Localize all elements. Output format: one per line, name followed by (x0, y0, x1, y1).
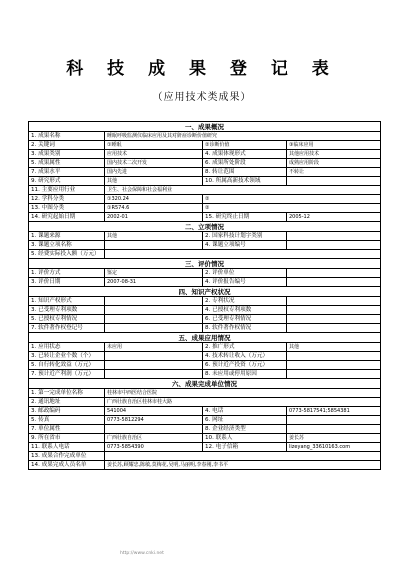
field-label: 3. 评价日期 (29, 278, 105, 287)
field-value (105, 241, 203, 250)
section-header: 四、知识产权状况 (29, 287, 381, 297)
field-value: ②诊断价值 (203, 141, 287, 150)
field-value: 卫生、社会保障和社会福利业 (105, 186, 381, 195)
field-label: 10. 所属高新技术领域 (203, 177, 287, 186)
field-value: 应用技术 (105, 150, 203, 159)
field-value: ③临床应用 (287, 141, 381, 150)
field-label: 3. 邮政编码 (29, 407, 105, 416)
section-header: 二、立项情况 (29, 222, 381, 232)
field-value: ①320.24 (105, 195, 203, 204)
field-value: 姜长苏 (287, 434, 381, 443)
field-value (105, 250, 381, 259)
field-value: 2002-01 (105, 213, 203, 222)
field-label: 8. 未应用或停用原因 (203, 370, 287, 379)
field-label: 3. 成果类别 (29, 150, 105, 159)
field-label: 6. 预计近产投资（万元） (203, 361, 287, 370)
field-value (287, 324, 381, 333)
registration-table (28, 121, 381, 470)
field-label: 4. 已授权专利项数 (203, 306, 287, 315)
field-label: 13. 成果合作完成单位 (29, 452, 105, 461)
field-value (287, 297, 381, 306)
field-label: 7. 软件著作权登记号 (29, 324, 105, 333)
field-value (105, 297, 203, 306)
field-label: 1. 评价方式 (29, 269, 105, 278)
section-header: 一、成果概况 (29, 122, 381, 132)
field-value: 未应用 (105, 343, 203, 352)
field-value (105, 370, 203, 379)
field-label: 6. 成果所处阶段 (203, 159, 287, 168)
field-value: 国内技术二次开发 (105, 159, 203, 168)
page-title: 科 技 成 果 登 记 表 (66, 59, 338, 79)
field-label: 5. 传真 (29, 416, 105, 425)
field-value (287, 315, 381, 324)
field-value (105, 452, 381, 461)
field-label: 8. 企业经济类型 (203, 425, 287, 434)
section-header: 五、成果应用情况 (29, 333, 381, 343)
field-label: 4. 成果体现形式 (203, 150, 287, 159)
field-value (105, 361, 203, 370)
field-value: 其他 (105, 177, 203, 186)
field-value: 国内先进 (105, 168, 203, 177)
field-label: 5. 经费实际投入额（万元） (29, 250, 105, 259)
field-value: 姜长苏,顾耀忠,陈敏,莫梅花,吴明,马丽明,李春刚,李书平 (105, 461, 381, 470)
field-value: ①R574.6 (105, 204, 203, 213)
field-label: 1. 成果名称 (29, 132, 105, 141)
field-value (287, 425, 381, 434)
field-label: 1. 课题来源 (29, 232, 105, 241)
field-label: 3. 已转让企业个数（个） (29, 352, 105, 361)
field-value: 其他 (287, 343, 381, 352)
field-label: 3. 已受理专利项数 (29, 306, 105, 315)
field-value: ② (203, 195, 381, 204)
field-value: ② (203, 204, 381, 213)
field-value: 0773-5812294 (105, 416, 203, 425)
page-subtitle: （应用技术类成果） (152, 92, 252, 103)
field-label: 3. 课题立项名称 (29, 241, 105, 250)
field-label: 7. 单位属性 (29, 425, 105, 434)
field-value (287, 370, 381, 379)
field-value: 广西壮族自治区桂林市桂大路 (105, 398, 381, 407)
field-label: 9. 所在省市 (29, 434, 105, 443)
field-label: 4. 技术转让收入（万元） (203, 352, 287, 361)
field-value (287, 306, 381, 315)
field-value: 541004 (105, 407, 203, 416)
field-value (287, 352, 381, 361)
field-label: 6. 网址 (203, 416, 287, 425)
field-value: 桂林市中西医结合医院 (105, 389, 381, 398)
field-label: 5. 成果属性 (29, 159, 105, 168)
field-value (287, 177, 381, 186)
field-label: 7. 成果水平 (29, 168, 105, 177)
field-label: 4. 课题立项编号 (203, 241, 287, 250)
field-label: 1. 第一完成单位名称 (29, 389, 105, 398)
field-label: 6. 已受理专利情况 (203, 315, 287, 324)
field-label: 15. 研究终止日期 (203, 213, 287, 222)
field-label: 1. 知识产权形式 (29, 297, 105, 306)
field-label: 11. 联系人电话 (29, 443, 105, 452)
field-value: 2005-12 (287, 213, 381, 222)
field-label: 2. 专利状况 (203, 297, 287, 306)
field-value: 鉴定 (105, 269, 203, 278)
field-value: 睡眠呼吸监测仪临床应用及其对鼾症诊断价值研究 (105, 132, 381, 141)
field-label: 5. 已授权专利情况 (29, 315, 105, 324)
field-label: 7. 预计近产利润（万元） (29, 370, 105, 379)
field-label: 4. 评价报告编号 (203, 278, 287, 287)
field-value (287, 269, 381, 278)
field-value: 其他应用技术 (287, 150, 381, 159)
field-value (105, 315, 203, 324)
field-label: 2. 通讯地址 (29, 398, 105, 407)
field-value: 成熟应用阶段 (287, 159, 381, 168)
field-label: 2. 国家科技计划字类别 (203, 232, 287, 241)
field-label: 5. 自行转化效益（万元） (29, 361, 105, 370)
field-value (105, 306, 203, 315)
field-label: 9. 研究形式 (29, 177, 105, 186)
field-label: 8. 软件著作权情况 (203, 324, 287, 333)
field-value (287, 241, 381, 250)
field-value: 0773-5854390 (105, 443, 203, 452)
field-value (287, 361, 381, 370)
field-label: 14. 研究起始日期 (29, 213, 105, 222)
field-value (105, 425, 203, 434)
field-value: ①睡眠 (105, 141, 203, 150)
field-value (105, 324, 203, 333)
field-label: 1. 应用状态 (29, 343, 105, 352)
field-label: 13. 中图分类 (29, 204, 105, 213)
field-label: 11. 主要应用行业 (29, 186, 105, 195)
field-value: 0773-5817541;5854381 (287, 407, 381, 416)
field-value: lizeyang_33610163.com (287, 443, 381, 452)
field-value (287, 278, 381, 287)
field-value (287, 232, 381, 241)
field-label: 12. 电子信箱 (203, 443, 287, 452)
field-label: 14. 成果完成人员名单 (29, 461, 105, 470)
field-label: 4. 电话 (203, 407, 287, 416)
section-header: 三、评价情况 (29, 259, 381, 269)
field-label: 2. 推广形式 (203, 343, 287, 352)
field-label: 2. 关键词 (29, 141, 105, 150)
field-value: 广西壮族自治区 (105, 434, 203, 443)
watermark: http://www.cnki.net (120, 551, 164, 556)
field-value: 其他 (105, 232, 203, 241)
field-value (105, 352, 203, 361)
field-value: 不转让 (287, 168, 381, 177)
section-header: 六、成果完成单位情况 (29, 379, 381, 389)
field-value: 2007-08-31 (105, 278, 203, 287)
field-label: 2. 评价单位 (203, 269, 287, 278)
field-label: 12. 学科分类 (29, 195, 105, 204)
field-label: 10. 联系人 (203, 434, 287, 443)
field-label: 8. 转让范围 (203, 168, 287, 177)
field-value (287, 416, 381, 425)
